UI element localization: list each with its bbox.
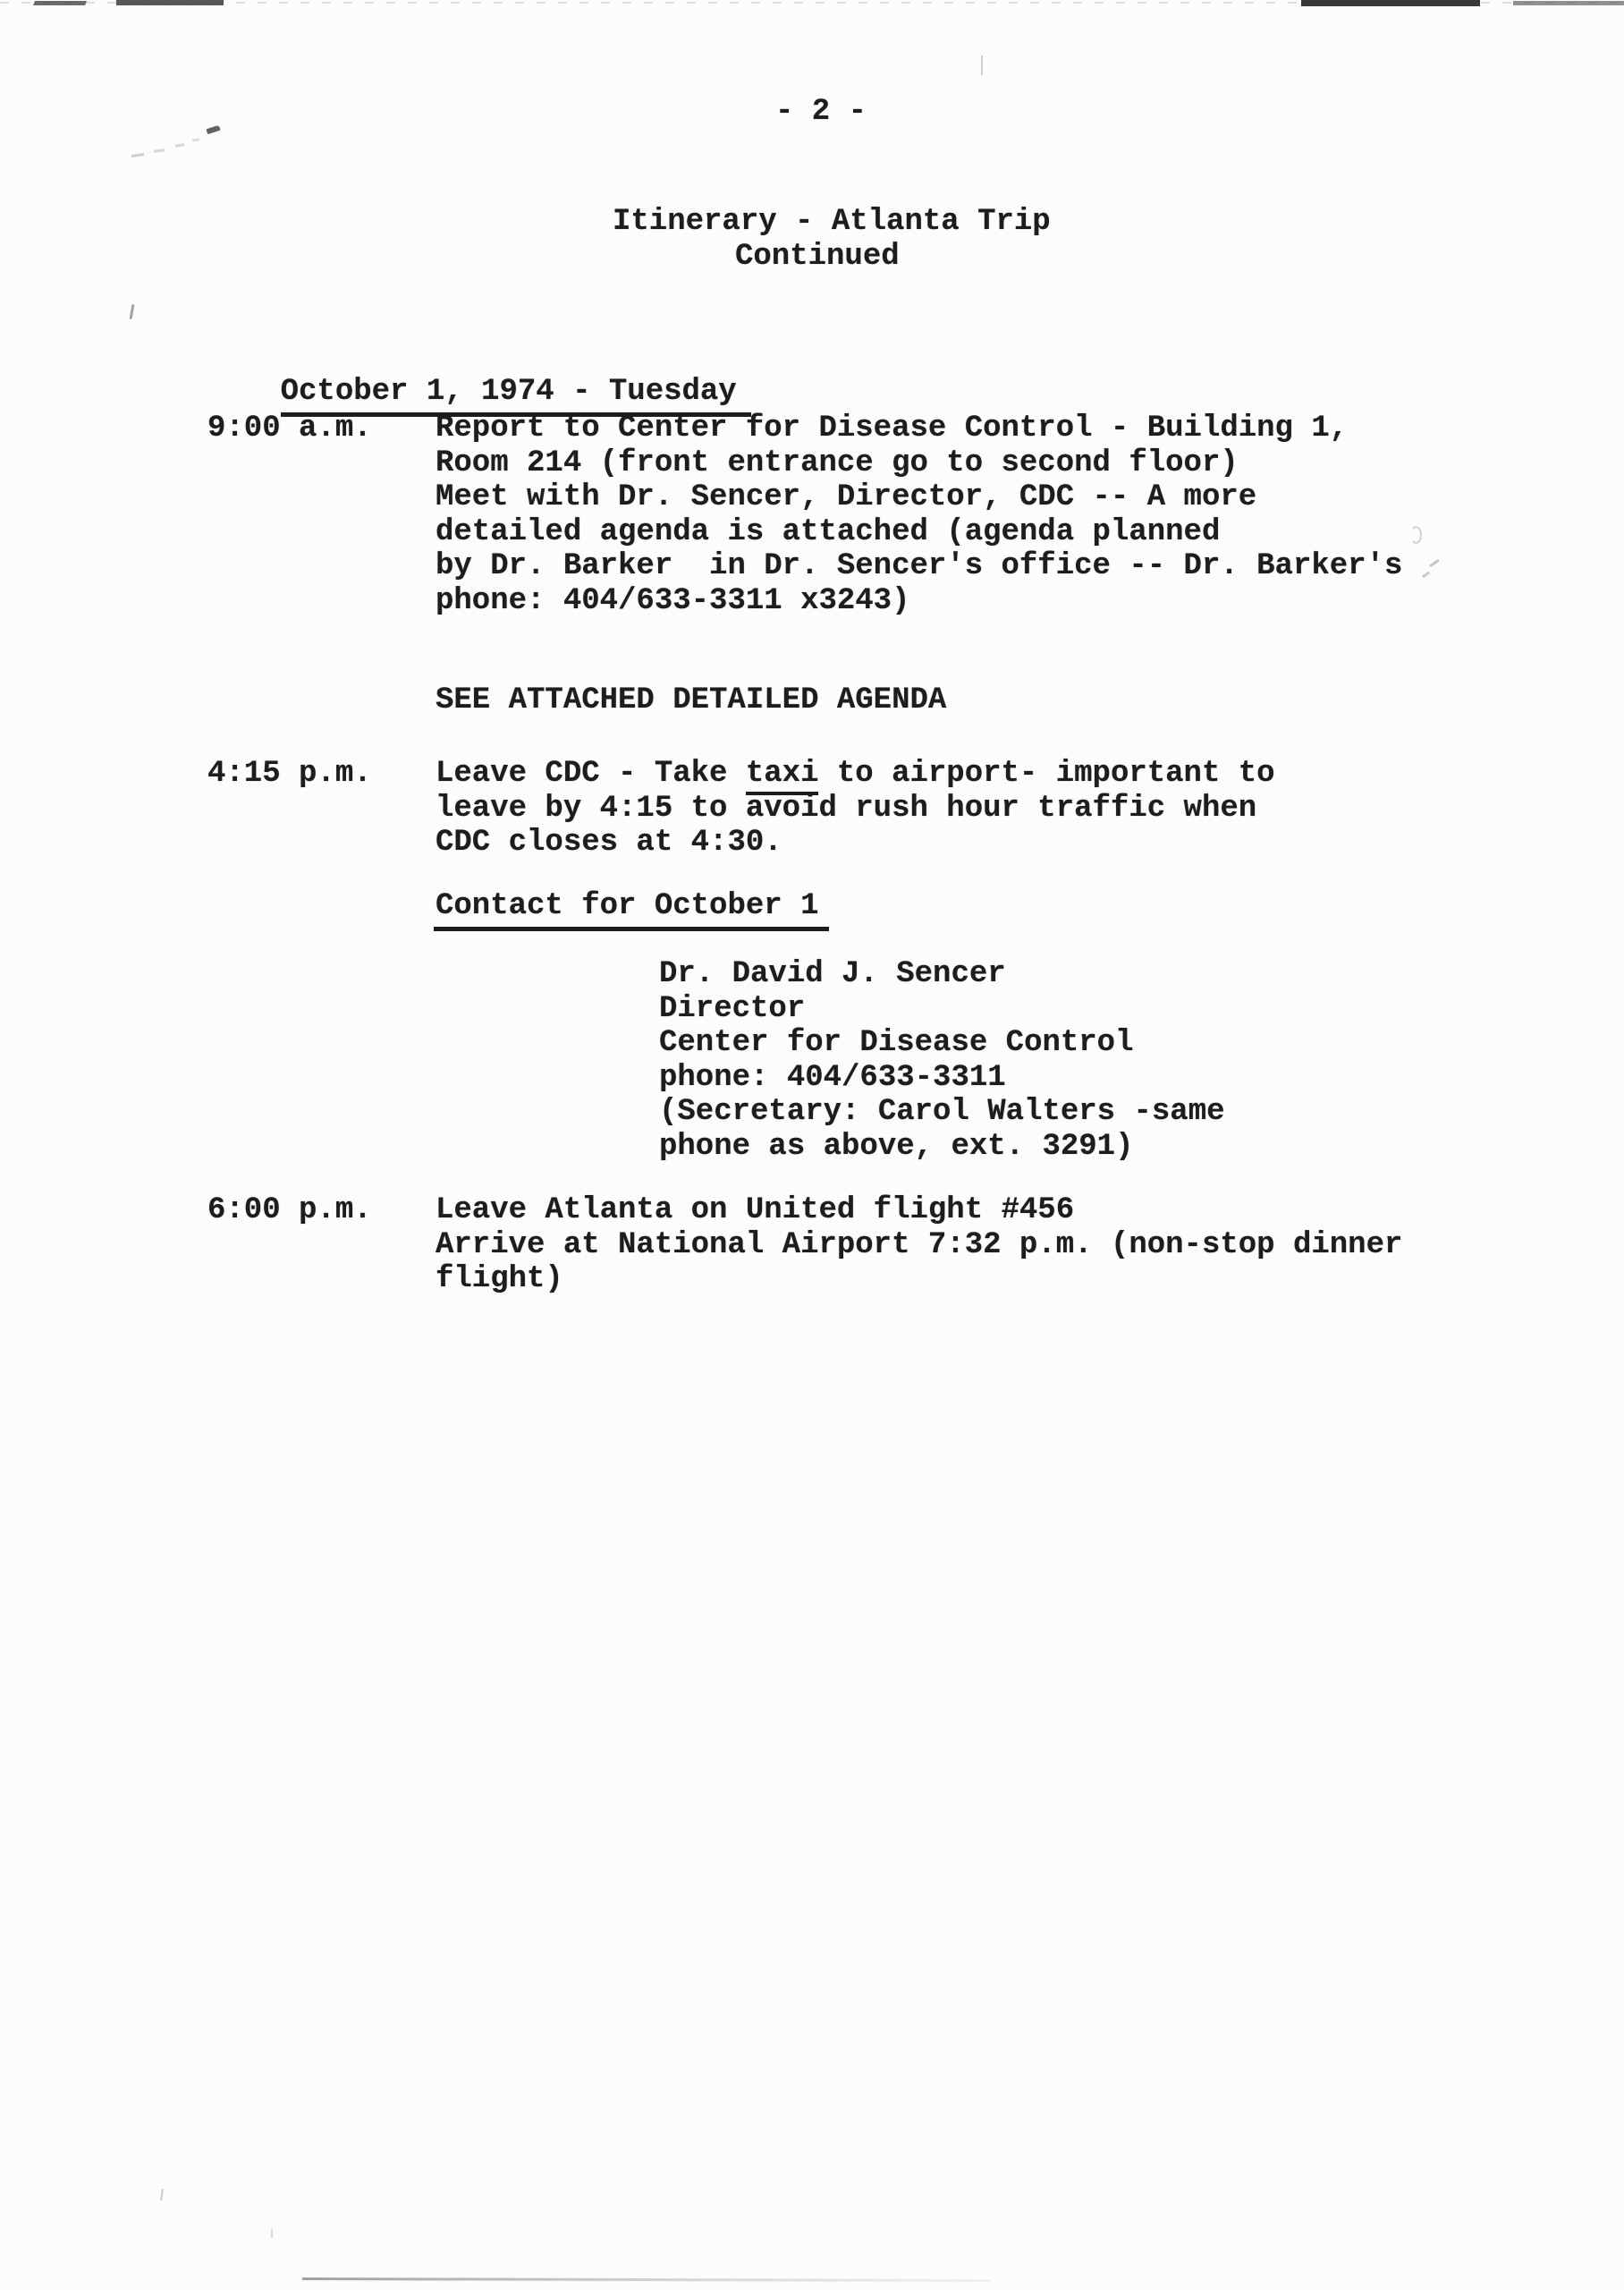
scan-artifact xyxy=(981,55,983,75)
text-line: by Dr. Barker in Dr. Sencer's office -- Dr. Barker's xyxy=(436,549,1403,583)
itinerary-entry-600pm xyxy=(0,1193,1624,1297)
text-line: (Secretary: Carol Walters -same xyxy=(659,1095,1225,1129)
scan-smudge xyxy=(131,153,144,157)
scan-smudge xyxy=(154,148,165,153)
entry-time: 9:00 a.m. xyxy=(207,411,372,445)
text-line: Center for Disease Control xyxy=(659,1026,1134,1060)
entry-text xyxy=(436,1193,1544,1297)
agenda-note xyxy=(0,683,1624,718)
scan-artifact xyxy=(1301,0,1480,6)
scan-artifact xyxy=(271,2229,273,2238)
scan-artifact xyxy=(116,0,224,5)
text-line: CDC closes at 4:30. xyxy=(436,826,782,860)
scan-artifact xyxy=(130,304,135,319)
text-line: Meet with Dr. Sencer, Director, CDC -- A more xyxy=(436,480,1257,514)
scan-smudge xyxy=(175,143,184,148)
entry-text xyxy=(436,757,1544,861)
contact-heading xyxy=(0,889,1624,924)
text-line: Leave CDC - Take taxi to airport- important to xyxy=(436,757,1544,792)
itinerary-entry-900am xyxy=(0,411,1624,618)
text-line: detailed agenda is attached (agenda planned xyxy=(436,514,1221,549)
text-line: phone: 404/633-3311 xyxy=(659,1060,1006,1095)
text-line: Report to Center for Disease Control - Building 1, xyxy=(436,411,1349,445)
text-line: flight) xyxy=(436,1262,563,1296)
scan-artifact xyxy=(33,1,87,5)
itinerary-entry-415pm xyxy=(0,757,1624,861)
entry-text xyxy=(659,957,1624,1164)
page-number: - 2 - xyxy=(775,95,867,129)
scan-artifact xyxy=(160,2189,164,2201)
contact-details xyxy=(0,957,1624,1164)
text-line: Leave Atlanta on United flight #456 xyxy=(436,1193,1075,1227)
scan-artifact-bottom-edge xyxy=(302,2277,991,2282)
text-line: phone: 404/633-3311 x3243) xyxy=(436,583,910,618)
scan-smudge xyxy=(192,138,199,141)
entry-time: 6:00 p.m. xyxy=(207,1193,372,1227)
text-line: Director xyxy=(659,991,806,1026)
scan-artifact xyxy=(1513,1,1624,5)
text-line: Room 214 (front entrance go to second floor) xyxy=(436,445,1239,480)
scan-smudge xyxy=(206,125,220,134)
entry-time: 4:15 p.m. xyxy=(207,757,372,791)
text-line: SEE ATTACHED DETAILED AGENDA xyxy=(436,683,947,717)
text-line: Arrive at National Airport 7:32 p.m. (non-stop dinner xyxy=(436,1227,1403,1262)
entry-text xyxy=(436,411,1544,618)
text-line: Dr. David J. Sencer xyxy=(659,957,1006,991)
entry-text xyxy=(436,683,1544,718)
text-line: leave by 4:15 to avoid rush hour traffic when xyxy=(436,791,1257,826)
text-line: phone as above, ext. 3291) xyxy=(659,1129,1134,1164)
document-title: Itinerary - Atlanta Trip xyxy=(613,205,1051,239)
document-subtitle: Continued xyxy=(735,240,900,274)
date-heading-text: October 1, 1974 - Tuesday xyxy=(281,375,751,417)
entry-text xyxy=(436,889,1544,924)
text-line: Contact for October 1 xyxy=(436,889,1544,924)
